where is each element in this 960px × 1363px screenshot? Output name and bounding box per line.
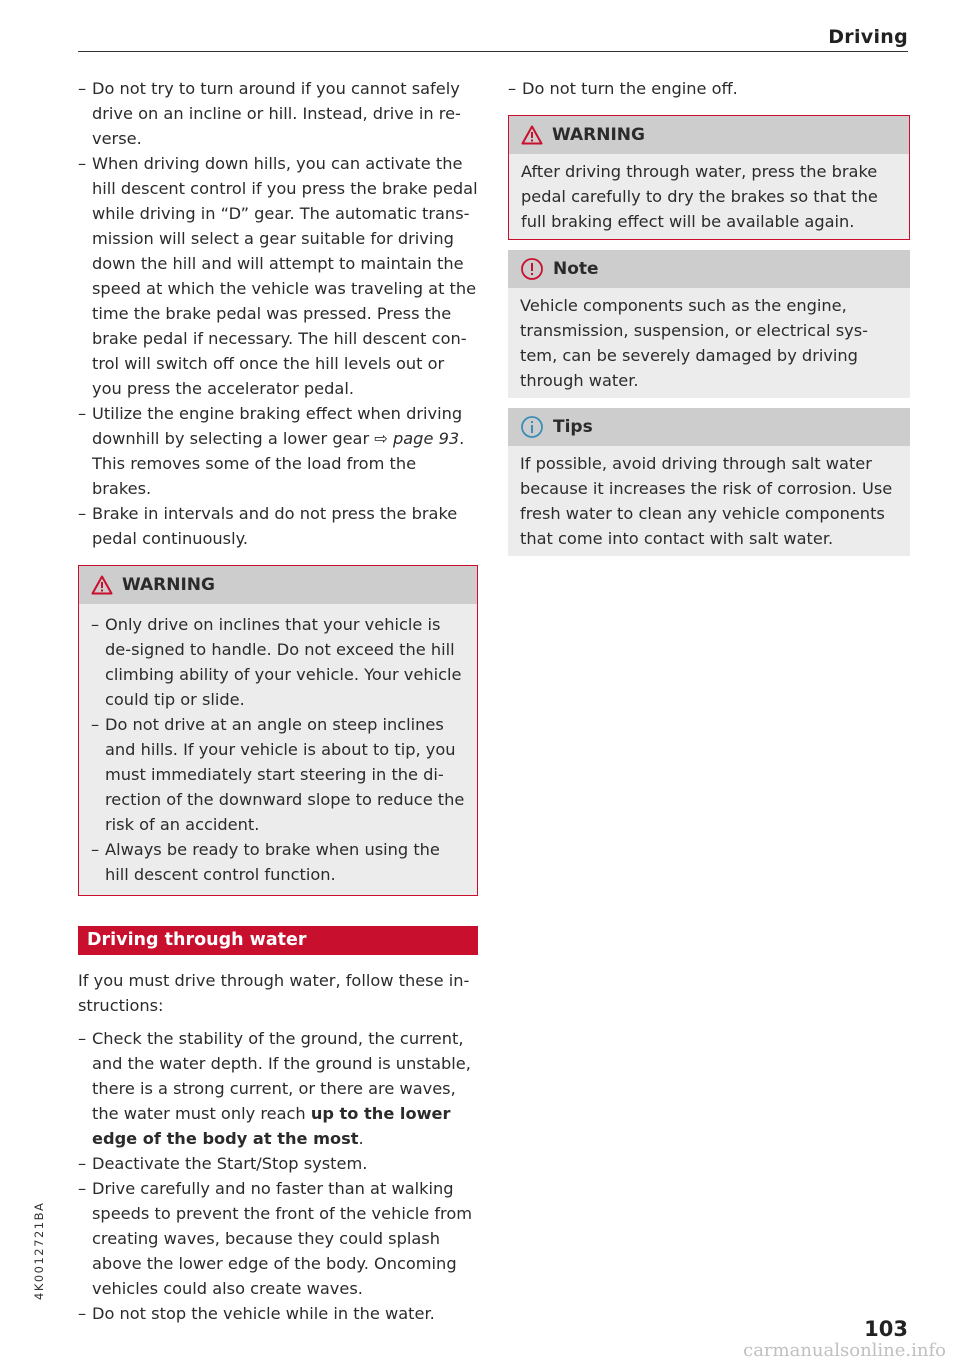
list-item: – When driving down hills, you can activate the hill descent control if you press the brake pedal while driving in “D” gear. The automatic trans-mission will select a gear suitable for driving down the hill and will attempt to maintain the speed at which the vehicle was traveling at the time the brake pedal was pressed. Press the brake pedal if necessary. The hill descent con-trol will switch off once the hill levels out or you press the accelerator pedal. (78, 151, 478, 401)
list-item: – Brake in intervals and do not press the brake pedal continuously. (78, 501, 478, 551)
list-item: – Only drive on inclines that your vehicle is de-signed to handle. Do not exceed the hill climbing ability of your vehicle. Your vehicle could tip or slide. (91, 612, 465, 712)
intro-paragraph: If you must drive through water, follow these in-structions: (78, 971, 470, 1015)
tips-box (508, 408, 910, 556)
tips-body (508, 446, 910, 556)
note-box (508, 250, 910, 398)
water-driving-list (78, 1026, 478, 1326)
warning-text: After driving through water, press the brake pedal carefully to dry the brakes so that the full braking effect will be available again. (521, 162, 878, 231)
list-item: – Drive carefully and no faster than at walking speeds to prevent the front of the vehicle from creating waves, because they could splash above the lower edge of the body. Oncoming vehicles could also create waves. (78, 1176, 478, 1301)
warning-box-brakes (508, 115, 910, 240)
document-code: 4K0012721BA (32, 1201, 46, 1300)
warning-title: WARNING (122, 574, 215, 595)
list-item-text: Utilize the engine braking effect when driving downhill by selecting a lower gear (92, 404, 463, 448)
right-column (508, 76, 910, 556)
list-item (78, 1026, 478, 1151)
list-item: – Do not drive at an angle on steep inclines and hills. If your vehicle is about to tip, you must immediately start steering in the di-rection of the downward slope to reduce the risk of an accident. (91, 712, 465, 837)
list-item-text: Check the stability of the ground, the current, and the water depth. If the ground is unstable, there is a strong current, or there are waves, the water must only reach (92, 1029, 471, 1123)
list-item: – Do not try to turn around if you cannot safely drive on an incline or hill. Instead, drive in re-verse. (78, 76, 478, 151)
watermark: carmanualsonline.info (743, 1340, 946, 1361)
warning-triangle-icon (521, 125, 543, 145)
list-item: – Deactivate the Start/Stop system. (78, 1151, 478, 1176)
exclamation-circle-icon (520, 257, 544, 281)
list-item: – Do not stop the vehicle while in the water. (78, 1301, 478, 1326)
tips-text: If possible, avoid driving through salt water because it increases the risk of corrosion. Use fresh water to clean any vehicle components that come into contact with salt water. (520, 454, 893, 548)
hill-driving-list (78, 76, 478, 551)
warning-body (509, 154, 909, 239)
warning-triangle-icon (91, 575, 113, 595)
section-heading: Driving through water (78, 926, 478, 955)
warning-title: WARNING (552, 124, 645, 145)
info-circle-icon (520, 415, 544, 439)
section-header-title: Driving (828, 26, 908, 48)
page-reference-link[interactable]: ⇨ page 93 (374, 429, 460, 448)
note-text: Vehicle components such as the engine, transmission, suspension, or electrical sys-tem, can be severely damaged by driving through water. (520, 296, 868, 390)
warning-header (79, 566, 477, 604)
warning-box-inclines (78, 565, 478, 896)
list-item (78, 401, 478, 501)
list-item-text: . (358, 1129, 364, 1148)
engine-list (508, 76, 910, 101)
warning-body (79, 604, 477, 895)
list-item-text: . This removes some of the load from the brakes. (92, 429, 465, 498)
page-number: 103 (864, 1317, 908, 1341)
warning-header (509, 116, 909, 154)
note-body (508, 288, 910, 398)
tips-title: Tips (553, 416, 593, 437)
note-header (508, 250, 910, 288)
header-rule (78, 51, 908, 52)
emphasis-text: up to the lower edge of the body at the most (92, 1104, 451, 1148)
list-item: – Always be ready to brake when using the hill descent control function. (91, 837, 465, 887)
list-item: – Do not turn the engine off. (508, 76, 910, 101)
warning-list (91, 612, 465, 887)
tips-header (508, 408, 910, 446)
note-title: Note (553, 258, 599, 279)
left-column (78, 76, 478, 1326)
